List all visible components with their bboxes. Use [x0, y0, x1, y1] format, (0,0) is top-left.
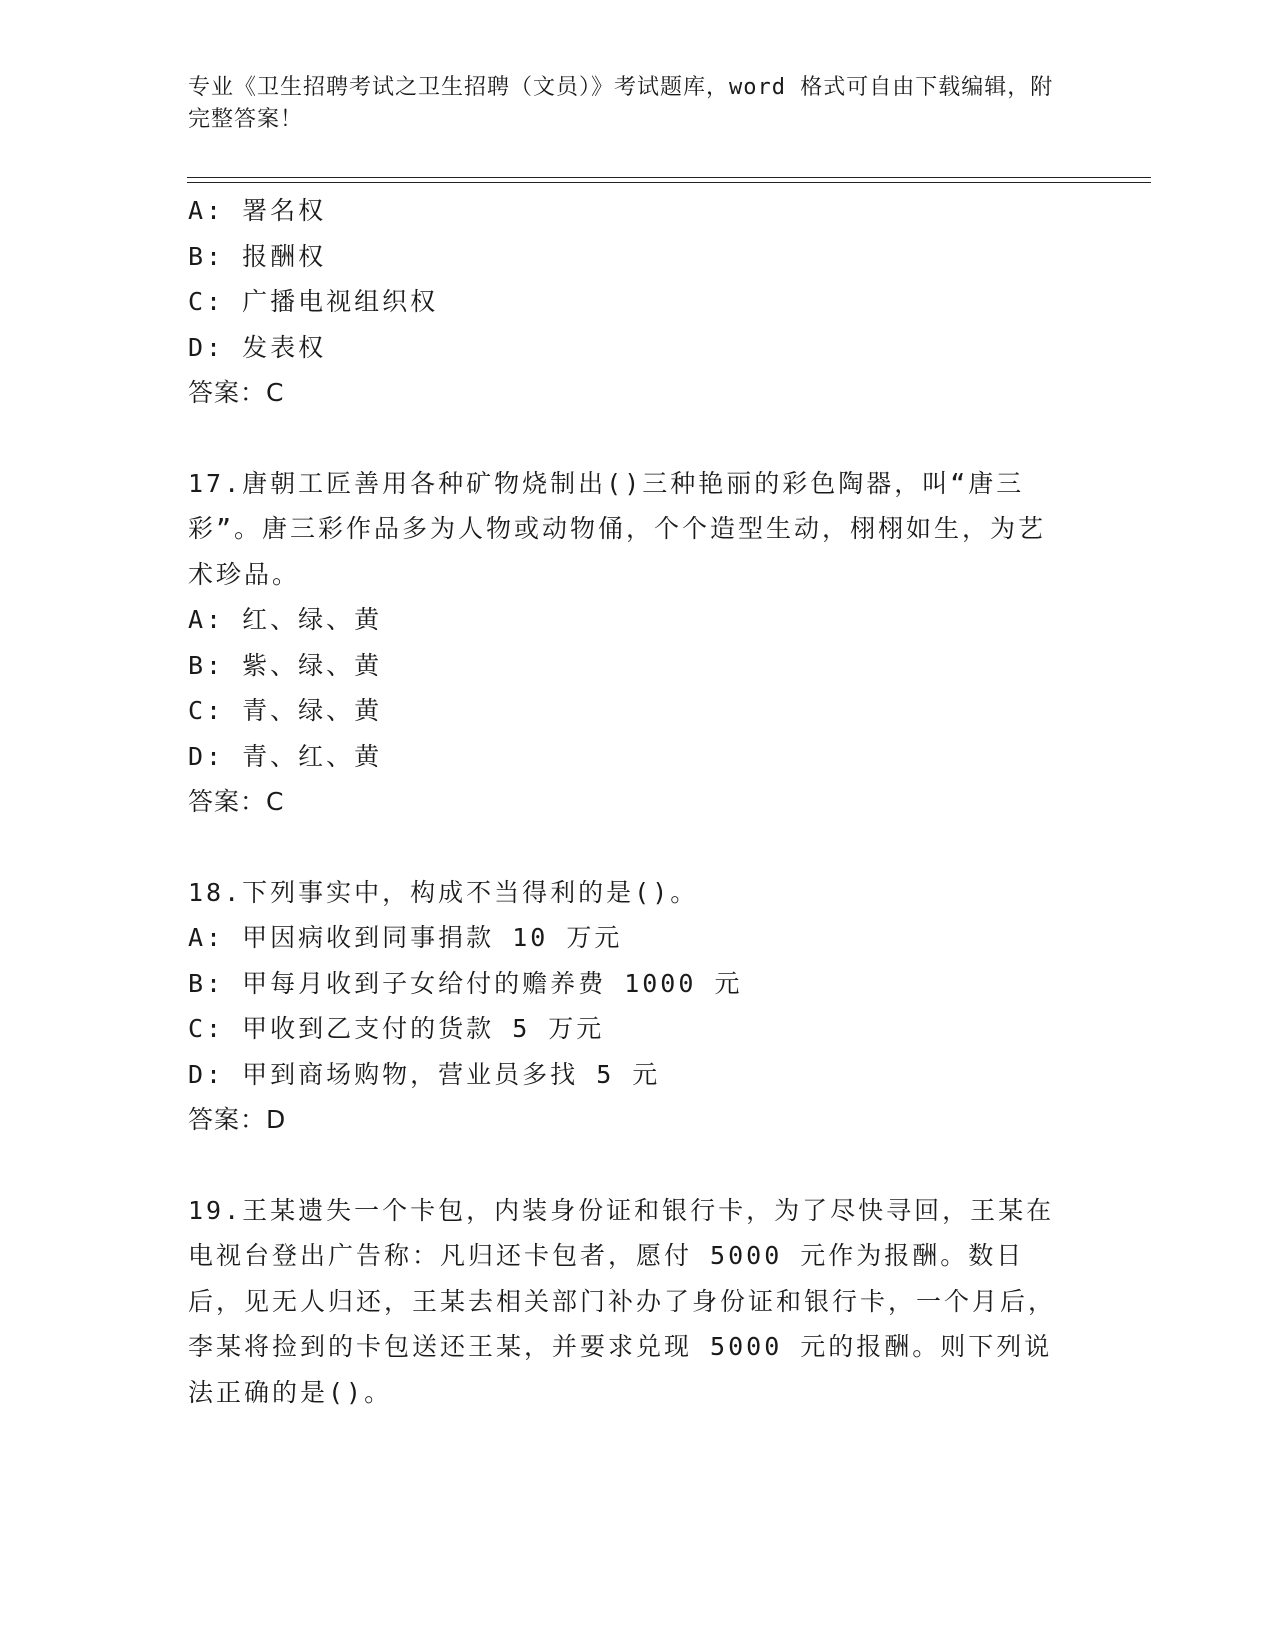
answer: 答案：C	[188, 378, 285, 407]
option-b: B: 甲每月收到子女给付的赡养费 1000 元	[188, 968, 743, 998]
question-19-block	[188, 1188, 1078, 1416]
answer: 答案：D	[188, 1105, 287, 1134]
option-b: B: 紫、绿、黄	[188, 650, 383, 680]
header-divider-top	[187, 177, 1151, 178]
option-c: C: 青、绿、黄	[188, 696, 383, 725]
option-a: A: 红、绿、黄	[188, 605, 383, 634]
question-text: 17.唐朝工匠善用各种矿物烧制出()三种艳丽的彩色陶器，叫“唐三彩”。唐三彩作品多为人物或动物俑，个个造型生动，栩栩如生，为艺术珍品。	[188, 468, 1047, 589]
header-divider-bottom	[187, 182, 1151, 183]
option-d: D: 甲到商场购物，营业员多找 5 元	[188, 1059, 661, 1089]
option-a: A: 甲因病收到同事捐款 10 万元	[188, 923, 623, 952]
document-header: 专业《卫生招聘考试之卫生招聘（文员）》考试题库，word 格式可自由下载编辑，附完整答案！	[188, 75, 1054, 132]
answer: 答案：C	[188, 787, 285, 816]
question-text: 18.下列事实中，构成不当得利的是()。	[188, 877, 699, 907]
option-d: D: 青、红、黄	[188, 741, 383, 771]
option-d: D: 发表权	[188, 332, 327, 362]
question-16-block	[188, 188, 1078, 416]
question-17-block	[188, 461, 1078, 825]
option-a: A: 署名权	[188, 196, 327, 225]
option-c: C: 广播电视组织权	[188, 287, 439, 316]
question-list	[188, 188, 1078, 1415]
question-18-block	[188, 870, 1078, 1143]
option-b: B: 报酬权	[188, 241, 327, 271]
option-c: C: 甲收到乙支付的货款 5 万元	[188, 1014, 605, 1043]
question-text: 19.王某遗失一个卡包，内装身份证和银行卡，为了尽快寻回，王某在电视台登出广告称：凡归还卡包者，愿付 5000 元作为报酬。数日后，见无人归还，王某去相关部门补办了身份证和银行卡，一个月后，李某将捡到的卡包送还王某，并要求兑现 5000 元的报酬。则下列说法正确的是()。	[188, 1195, 1057, 1407]
